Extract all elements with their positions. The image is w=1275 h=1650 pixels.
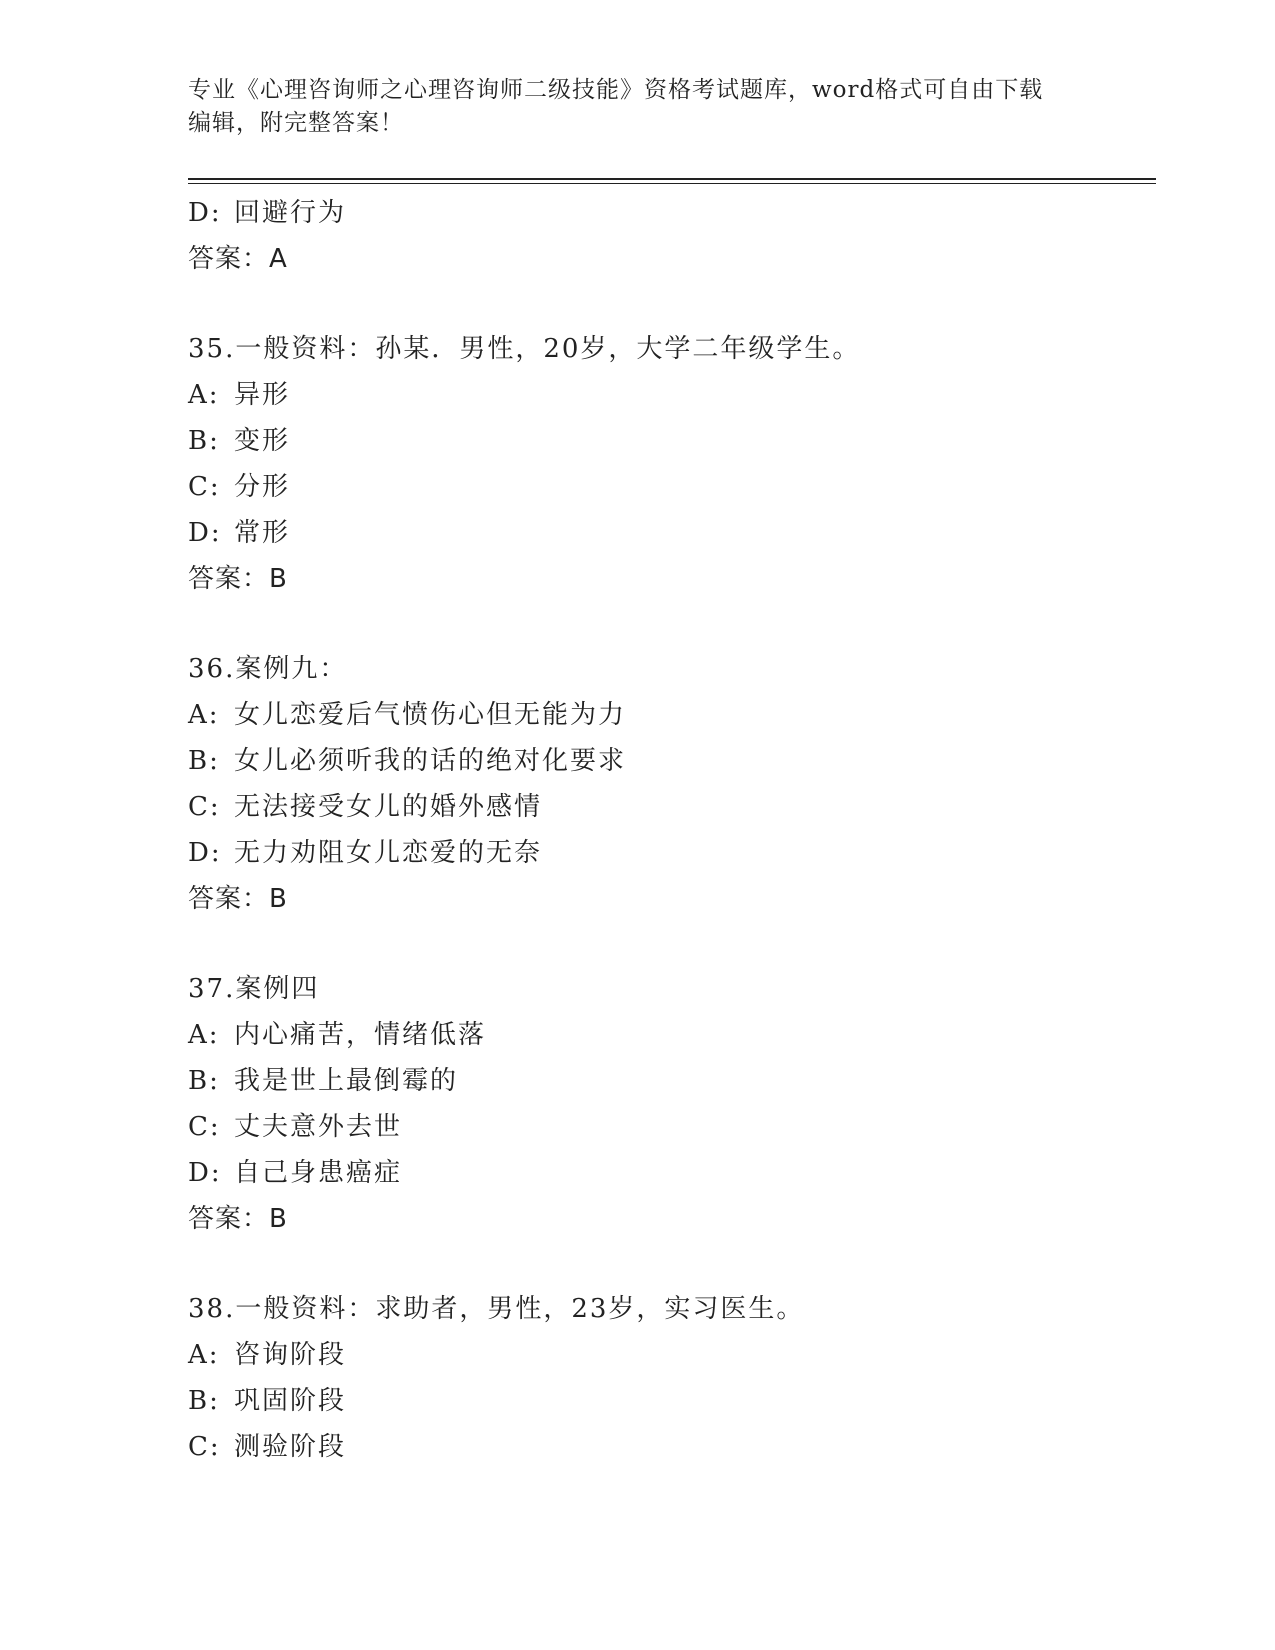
option-label: C: <box>188 1112 221 1142</box>
option-text: 测验阶段 <box>234 1432 347 1462</box>
option-line <box>188 1058 1156 1104</box>
header-line-2: 编辑，附完整答案！ <box>188 110 404 136</box>
option-text: 女儿必须听我的话的绝对化要求 <box>234 746 627 776</box>
option-label: D: <box>188 1158 222 1188</box>
option-label: B: <box>188 1066 220 1096</box>
answer-line: 答案：B <box>188 564 288 594</box>
question-content <box>188 190 1156 1470</box>
option-line <box>188 1150 1156 1196</box>
option-text: 无力劝阻女儿恋爱的无奈 <box>234 838 543 868</box>
question-stem: 38.一般资料：求助者，男性，23岁，实习医生。 <box>188 1294 805 1324</box>
option-line <box>188 1332 1156 1378</box>
answer-line: 答案：B <box>188 884 288 914</box>
option-line <box>188 1424 1156 1470</box>
answer-line: 答案：A <box>188 244 288 274</box>
question-stem: 35.一般资料：孙某．男性，20岁，大学二年级学生。 <box>188 334 861 364</box>
option-line <box>188 418 1156 464</box>
option-line <box>188 190 1156 236</box>
question-stem: 36.案例九： <box>188 654 348 684</box>
option-text: 内心痛苦，情绪低落 <box>234 1020 487 1050</box>
header-line-1: 专业《心理咨询师之心理咨询师二级技能》资格考试题库，word格式可自由下载 <box>188 77 1044 103</box>
option-line <box>188 1104 1156 1150</box>
option-line <box>188 784 1156 830</box>
option-text: 回避行为 <box>234 198 347 228</box>
question-stem: 37.案例四 <box>188 974 320 1004</box>
option-text: 分形 <box>234 472 291 502</box>
option-label: D: <box>188 518 222 548</box>
option-line <box>188 692 1156 738</box>
option-label: C: <box>188 792 221 822</box>
option-label: A: <box>188 700 220 730</box>
option-label: D: <box>188 198 222 228</box>
option-label: C: <box>188 472 221 502</box>
option-line <box>188 1378 1156 1424</box>
option-label: B: <box>188 1386 220 1416</box>
option-label: B: <box>188 746 220 776</box>
option-label: C: <box>188 1432 221 1462</box>
option-label: B: <box>188 426 220 456</box>
option-line <box>188 464 1156 510</box>
option-text: 变形 <box>234 426 291 456</box>
option-text: 丈夫意外去世 <box>234 1112 403 1142</box>
option-line <box>188 738 1156 784</box>
option-text: 巩固阶段 <box>234 1386 347 1416</box>
option-text: 无法接受女儿的婚外感情 <box>234 792 543 822</box>
document-header <box>188 74 1068 140</box>
option-line <box>188 372 1156 418</box>
option-text: 自己身患癌症 <box>234 1158 403 1188</box>
option-text: 我是世上最倒霉的 <box>234 1066 459 1096</box>
option-line <box>188 830 1156 876</box>
option-text: 咨询阶段 <box>234 1340 347 1370</box>
option-label: A: <box>188 1340 220 1370</box>
option-label: A: <box>188 1020 220 1050</box>
option-text: 常形 <box>234 518 291 548</box>
option-line <box>188 510 1156 556</box>
header-divider-thin <box>188 183 1156 184</box>
option-text: 异形 <box>234 380 291 410</box>
option-line <box>188 1012 1156 1058</box>
header-divider-thick <box>188 178 1156 180</box>
option-text: 女儿恋爱后气愤伤心但无能为力 <box>234 700 627 730</box>
option-label: D: <box>188 838 222 868</box>
option-label: A: <box>188 380 220 410</box>
answer-line: 答案：B <box>188 1204 288 1234</box>
